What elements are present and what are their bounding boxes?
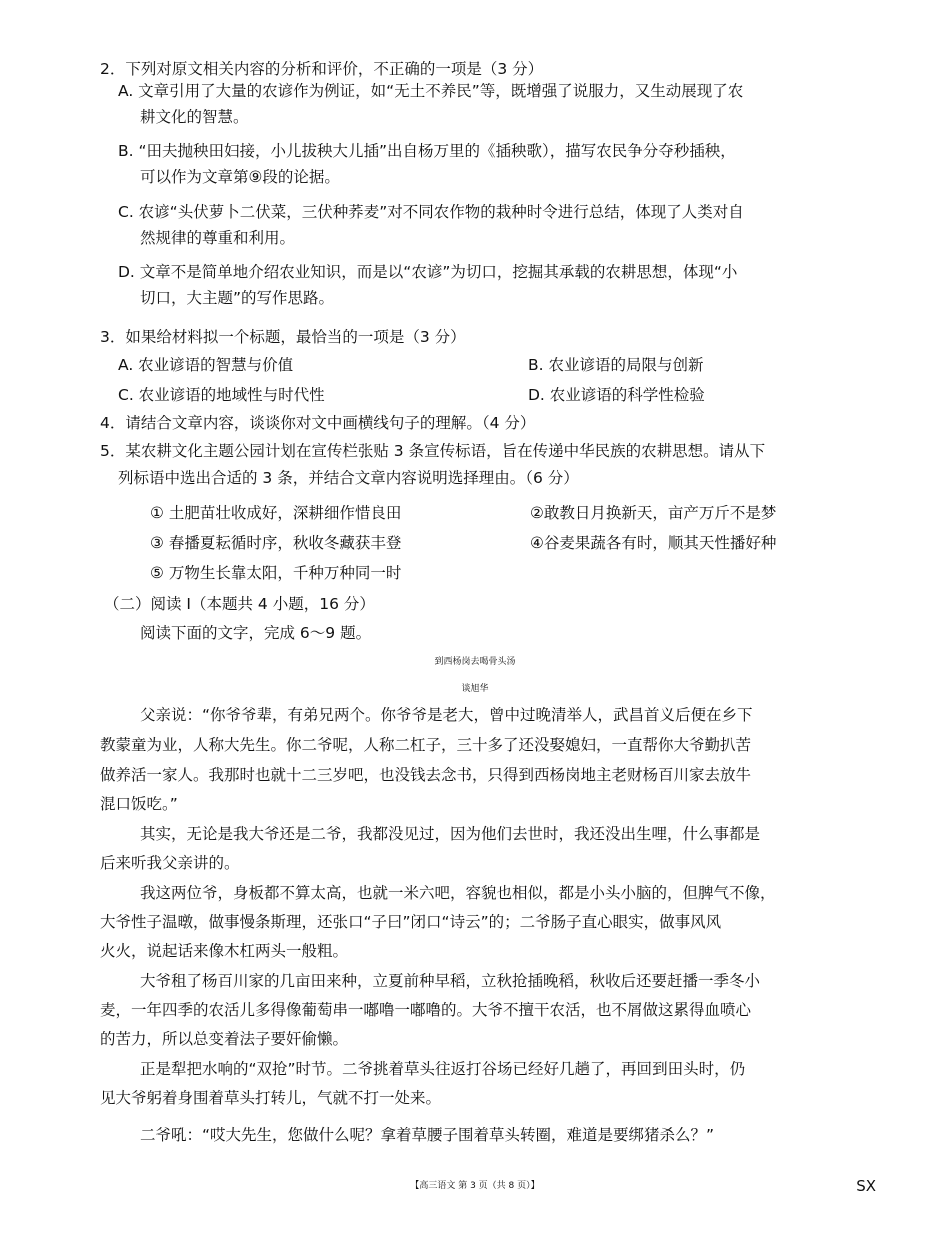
page-footer: 【高三语文 第 3 页（共 8 页）】 — [410, 1181, 540, 1191]
question-2-option-b-cont: 可以作为文章第⑨段的论据。 — [140, 168, 340, 186]
article-p3-line2: 大爷性子温暾，做事慢条斯理，还张口“子曰”闭口“诗云”的；二爷肠子直心眼实，做事风风 — [100, 913, 722, 931]
article-title: 到西杨岗去喝骨头汤 — [434, 657, 516, 667]
question-3-option-a: A. 农业谚语的智慧与价值 — [118, 356, 294, 374]
question-2-stem: 2．下列对原文相关内容的分析和评价，不正确的一项是（3 分） — [100, 60, 544, 78]
article-p1-line4: 混口饭吃。” — [100, 795, 178, 813]
article-p3-line1: 我这两位爷，身板都不算太高，也就一米六吧，容貌也相似，都是小头小脑的，但脾气不像， — [140, 884, 776, 902]
slogan-5: ⑤ 万物生长靠太阳，千种万种同一时 — [150, 564, 402, 582]
article-p5-line2: 见大爷躬着身围着草头打转儿，气就不打一处来。 — [100, 1089, 442, 1107]
article-p2-line2: 后来听我父亲讲的。 — [100, 854, 240, 872]
article-author: 谈旭华 — [461, 684, 489, 694]
question-2-option-c-cont: 然规律的尊重和利用。 — [140, 229, 296, 247]
section-instruction: 阅读下面的文字，完成 6～9 题。 — [140, 624, 372, 642]
article-p1-line3: 做养活一家人。我那时也就十二三岁吧，也没钱去念书，只得到西杨岗地主老财杨百川家去放牛 — [100, 766, 752, 784]
question-2-option-d-cont: 切口，大主题”的写作思路。 — [140, 289, 335, 307]
question-3-stem: 3．如果给材料拟一个标题，最恰当的一项是（3 分） — [100, 328, 466, 346]
question-3-option-c: C. 农业谚语的地域性与时代性 — [118, 386, 325, 404]
question-3-option-d: D. 农业谚语的科学性检验 — [528, 386, 705, 404]
article-p5-line1: 正是犁把水响的“双抢”时节。二爷挑着草头往返打谷场已经好几趟了，再回到田头时，仍 — [140, 1060, 746, 1078]
slogan-2: ②敢教日月换新天，亩产万斤不是梦 — [530, 504, 777, 522]
article-p2-line1: 其实，无论是我大爷还是二爷，我都没见过，因为他们去世时，我还没出生哩，什么事都是 — [140, 825, 761, 843]
question-5-stem: 5．某农耕文化主题公园计划在宣传栏张贴 3 条宣传标语，旨在传递中华民族的农耕思想。请从下 — [100, 442, 766, 460]
question-5-stem-cont: 列标语中选出合适的 3 条，并结合文章内容说明选择理由。（6 分） — [118, 469, 579, 487]
question-3-option-b: B. 农业谚语的局限与创新 — [528, 356, 704, 374]
question-4-stem: 4．请结合文章内容，谈谈你对文中画横线句子的理解。（4 分） — [100, 414, 536, 432]
article-p4-line1: 大爷租了杨百川家的几亩田来种，立夏前种早稻，立秋抢插晚稻，秋收后还要赶播一季冬小 — [140, 972, 761, 990]
article-p1-line2: 教蒙童为业，人称大先生。你二爷呢，人称二杠子，三十多了还没娶媳妇，一直帮你大爷勤扒苦 — [100, 736, 752, 754]
article-p1-line1: 父亲说：“你爷爷辈，有弟兄两个。你爷爷是老大，曾中过晚清举人，武昌首义后便在乡下 — [140, 706, 753, 724]
question-2-option-b: B. “田夫抛秧田妇接，小儿拔秧大儿插”出自杨万里的《插秧歌），描写农民争分夺秒插秧， — [118, 142, 736, 160]
question-2-option-d: D. 文章不是简单地介绍农业知识，而是以“农谚”为切口，挖掘其承载的农耕思想，体现“小 — [118, 263, 738, 281]
question-2-option-c: C. 农谚“头伏萝卜二伏菜，三伏种荞麦”对不同农作物的栽种时令进行总结，体现了人类对自 — [118, 203, 744, 221]
question-2-option-a-cont: 耕文化的智慧。 — [140, 108, 249, 126]
question-2-option-a: A. 文章引用了大量的农谚作为例证，如“无土不养民”等，既增强了说服力，又生动展现了农 — [118, 82, 744, 100]
section-heading: （二）阅读 I（本题共 4 小题，16 分） — [104, 595, 375, 613]
slogan-4: ④谷麦果蔬各有时，顺其天性播好种 — [530, 534, 777, 552]
article-p4-line2: 麦，一年四季的农活儿多得像葡萄串一嘟噜一嘟噜的。大爷不擅干农活，也不屑做这累得血喷心 — [100, 1001, 752, 1019]
slogan-1: ① 土肥苗壮收成好，深耕细作惜良田 — [150, 504, 402, 522]
article-p6-line1: 二爷吼：“哎大先生，您做什么呢？拿着草腰子围着草头转圈，难道是要绑猪杀么？” — [140, 1126, 715, 1144]
subject-code: SX — [856, 1177, 876, 1195]
article-p3-line3: 火火，说起话来像木杠两头一般粗。 — [100, 942, 349, 960]
slogan-3: ③ 春播夏耘循时序，秋收冬藏获丰登 — [150, 534, 402, 552]
article-p4-line3: 的苦力，所以总变着法子要奸偷懒。 — [100, 1030, 349, 1048]
